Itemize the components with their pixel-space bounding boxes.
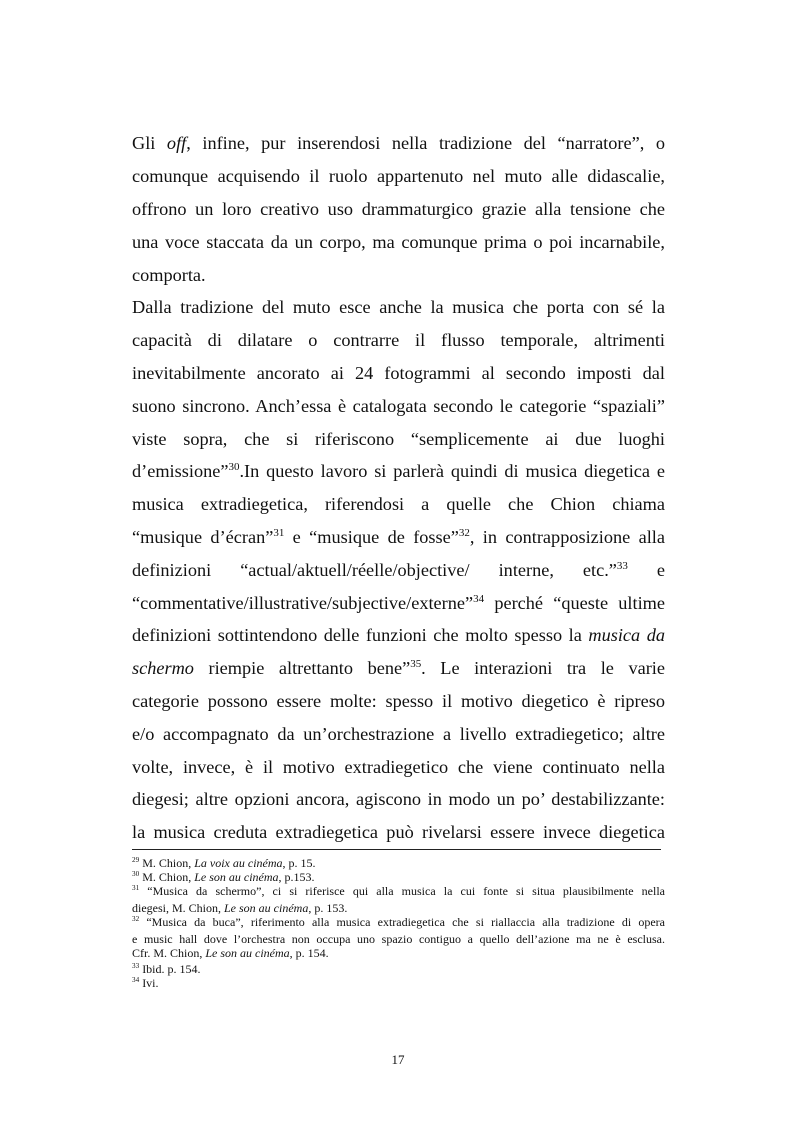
text-line: suono sincrono. Anch’essa è catalogata secondo le categorie “spaziali” [132,396,665,416]
italic-span: musica da [588,625,665,645]
text-span: “commentative/illustrative/subjective/externe” [132,593,474,613]
text-span: Ibid. p. 154. [139,962,201,976]
text-line [132,593,665,613]
footnote [132,856,665,870]
footnote [132,962,665,976]
italic-span: Le son au cinéma [205,946,290,960]
text-line [132,133,665,153]
italic-span: off [166,133,187,153]
text-line [132,461,665,481]
footnote-number: 32 [132,915,140,923]
text-line: musica extradiegetica, riferendosi a quelle che Chion chiama [132,494,665,514]
italic-span: Le son au cinéma [224,901,309,915]
text-line: offrono un loro creativo uso drammaturgico grazie alla tensione che [132,199,665,219]
text-span: definizioni “actual/aktuell/réelle/objective/ interne, etc.” [132,560,617,580]
italic-span: Le son au cinéma [194,870,279,884]
footnote-number: 30 [132,870,140,878]
text-span: , p.153. [278,870,315,884]
footnote-separator [132,849,661,850]
page-number: 17 [391,1052,405,1067]
footnote-ref: 30 [228,460,240,473]
text-line: viste sopra, che si riferiscono “semplicemente ai due luoghi [132,429,665,449]
text-line: capacità di dilatare o contrarre il flusso temporale, altrimenti [132,330,665,350]
text-line: categorie possono essere molte: spesso il motivo diegetico è ripreso [132,691,665,711]
text-span: diegesi, M. Chion, [132,901,224,915]
text-line: la musica creduta extradiegetica può rivelarsi essere invece diegetica [132,822,665,842]
text-span: M. Chion, [139,870,195,884]
text-line: e/o accompagnato da un’orchestrazione a livello extradiegetico; altre [132,724,665,744]
italic-span: schermo [132,658,194,678]
text-span: riempie altrettanto bene” [193,658,411,678]
text-line [132,560,665,580]
text-span: “musique d’écran” [132,527,274,547]
footnote-continuation [132,946,665,960]
footnote-ref: 31 [273,526,285,539]
text-line [132,658,665,678]
text-line: volte, invece, è il motivo extradiegetico che viene continuato nella [132,757,665,777]
footnote-number: 34 [132,976,140,984]
footnote [132,884,665,898]
text-span: d’emissione” [132,461,229,481]
text-span: definizioni sottintendono delle funzioni che molto spesso la [132,625,589,645]
text-span: “Musica da schermo”, ci si riferisce qui alla musica la cui fonte si situa plausibilmente nella [139,884,665,898]
italic-span: La voix au cinéma [194,856,283,870]
text-line: comporta. [132,265,206,285]
text-line [132,527,665,547]
text-line: comunque acquisendo il ruolo appartenuto nel muto alle didascalie, [132,166,665,186]
text-span: , p. 15. [282,856,316,870]
text-line: diegesi; altre opzioni ancora, agiscono in modo un po’ destabilizzante: [132,789,665,809]
footnote-ref: 34 [473,592,485,605]
footnote-continuation: e music hall dove l’orchestra non occupa uno spazio contiguo a quello dell’azione ma ne è esclusa. [132,932,665,946]
text-span: e [627,560,666,580]
footnote-ref: 33 [616,559,628,572]
footnote [132,915,665,929]
footnote-number: 33 [132,962,140,970]
text-span: perché “queste ultime [484,593,665,613]
footnote [132,976,665,990]
text-span: , p. 153. [308,901,348,915]
text-line: inevitabilmente ancorato ai 24 fotogrammi al secondo imposti dal [132,363,665,383]
text-span: . Le interazioni tra le varie [421,658,665,678]
footnote-ref: 35 [410,657,422,670]
text-span: M. Chion, [139,856,195,870]
text-span: Gli [132,133,167,153]
footnote-number: 29 [132,856,140,864]
text-span: Cfr. M. Chion, [132,946,206,960]
text-span: , p. 154. [289,946,329,960]
text-line [132,625,665,645]
footnote-ref: 32 [458,526,470,539]
text-span: “Musica da buca”, riferimento alla musica extradiegetica che si riallaccia alla tradizione di opera [139,915,665,929]
text-span: , in contrapposizione alla [469,527,666,547]
text-span: Ivi. [139,976,159,990]
footnote-number: 31 [132,884,140,892]
text-line: una voce staccata da un corpo, ma comunque prima o poi incarnabile, [132,232,665,252]
text-line: Dalla tradizione del muto esce anche la musica che porta con sé la [132,297,665,317]
text-span: , infine, pur inserendosi nella tradizione del “narratore”, o [186,133,665,153]
footnote [132,870,665,884]
footnote-continuation [132,901,665,915]
text-span: .In questo lavoro si parlerà quindi di musica diegetica e [239,461,665,481]
text-span: e “musique de fosse” [284,527,459,547]
